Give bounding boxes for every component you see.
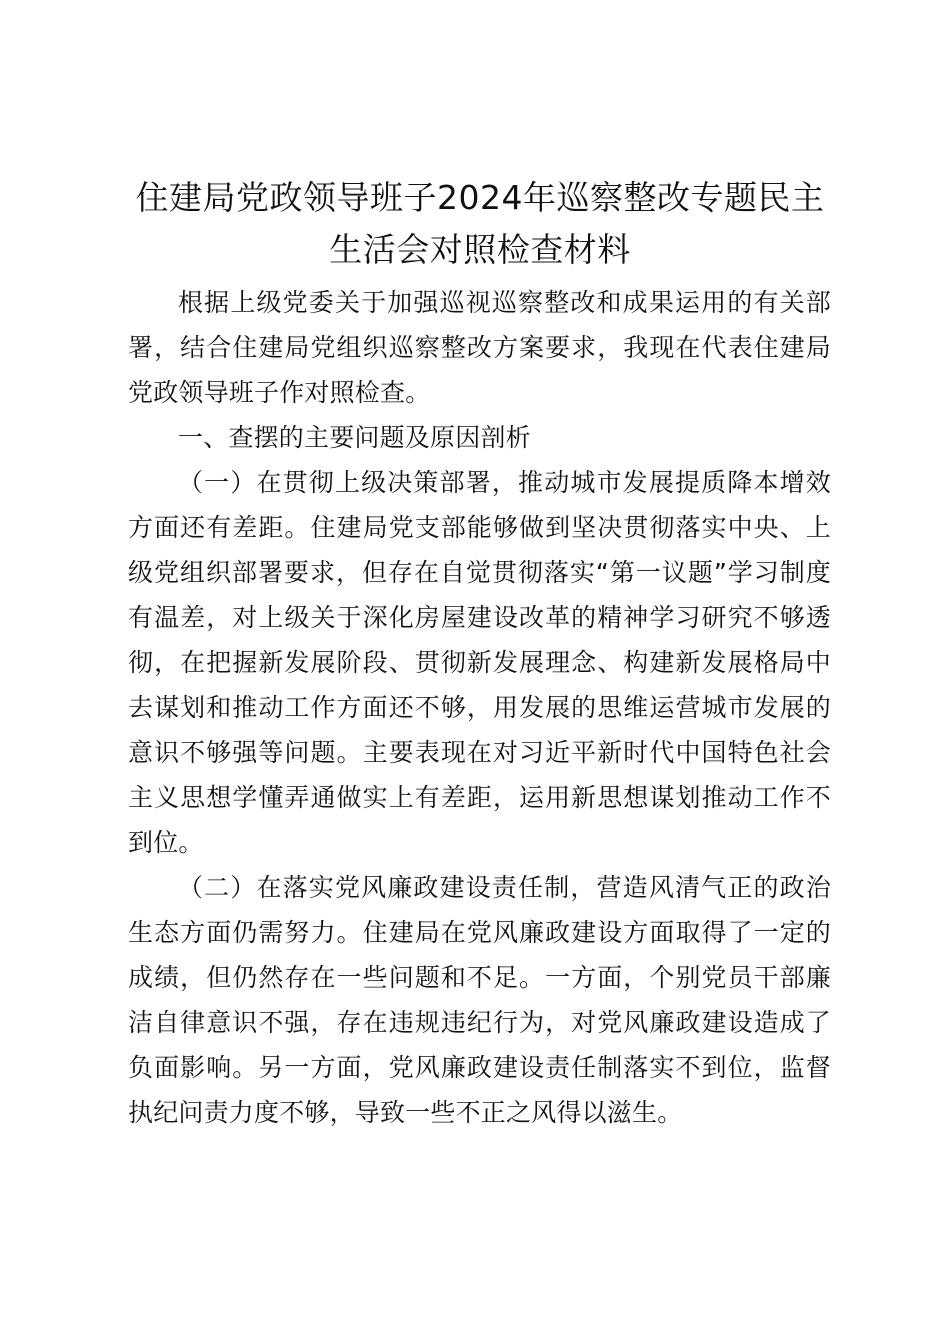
section-heading: 一、查摆的主要问题及原因剖析 (178, 423, 531, 452)
document-body (128, 280, 831, 1135)
issue-paragraph-2: （二）在落实党风廉政建设责任制，营造风清气正的政治生态方面仍需努力。住建局在党风廉政建设方面取得了一定的成绩，但仍然存在一些问题和不足。一方面，个别党员干部廉洁自律意识不强，存在违规违纪行为，对党风廉政建设造成了负面影响。另一方面，党风廉政建设责任制落实不到位，监督执纪问责力度不够，导致一些不正之风得以滋生。 (128, 873, 831, 1127)
document-title: 住建局党政领导班子2024年巡察整改专题民主生活会对照检查材料 (135, 178, 825, 269)
issue-paragraph-1: （一）在贯彻上级决策部署，推动城市发展提质降本增效方面还有差距。住建局党支部能够做到坚决贯彻落实中央、上级党组织部署要求，但存在自觉贯彻落实“第一议题”学习制度有温差，对上级关于深化房屋建设改革的精神学习研究不够透彻，在把握新发展阶段、贯彻新发展理念、构建新发展格局中去谋划和推动工作方面还不够，用发展的思维运营城市发展的意识不够强等问题。主要表现在对习近平新时代中国特色社会主义思想学懂弄通做实上有差距，运用新思想谋划推动工作不到位。 (128, 468, 831, 857)
intro-paragraph: 根据上级党委关于加强巡视巡察整改和成果运用的有关部署，结合住建局党组织巡察整改方案要求，我现在代表住建局党政领导班子作对照检查。 (128, 288, 831, 407)
